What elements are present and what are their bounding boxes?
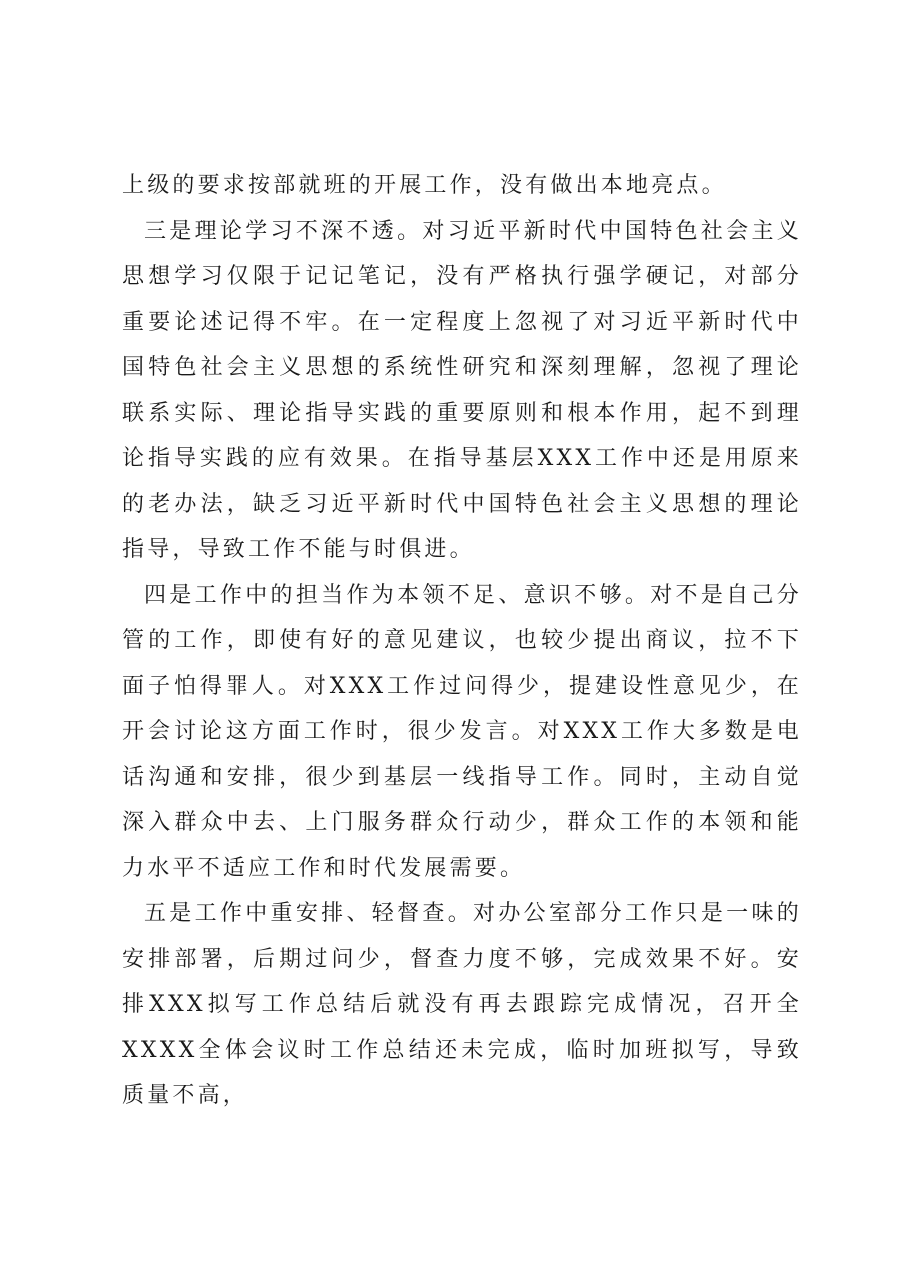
paragraph-point-four: 四是工作中的担当作为本领不足、意识不够。对不是自己分管的工作，即使有好的意见建议，也较少提出商议，拉不下面子怕得罪人。对XXX工作过问得少，提建设性意见少，在开会讨论这方面工作时，很少发言。对XXX工作大多数是电话沟通和安排，很少到基层一线指导工作。同时，主动自觉深入群众中去、上门服务群众行动少，群众工作的本领和能力水平不适应工作和时代发展需要。 [122,582,802,881]
paragraph-continuation: 上级的要求按部就班的开展工作，没有做出本地亮点。 [122,173,727,198]
document-body [122,163,802,1119]
paragraph-point-five: 五是工作中重安排、轻督查。对办公室部分工作只是一味的安排部署，后期过问少，督查力度不够，完成效果不好。安排XXX拟写工作总结后就没有再去跟踪完成情况，召开全XXXX全体会议时工作总结还未完成，临时加班拟写，导致质量不高， [122,901,802,1108]
paragraph-point-three: 三是理论学习不深不透。对习近平新时代中国特色社会主义思想学习仅限于记记笔记，没有严格执行强学硬记，对部分重要论述记得不牢。在一定程度上忽视了对习近平新时代中国特色社会主义思想的系统性研究和深刻理解，忽视了理论联系实际、理论指导实践的重要原则和根本作用，起不到理论指导实践的应有效果。在指导基层XXX工作中还是用原来的老办法，缺乏习近平新时代中国特色社会主义思想的理论指导，导致工作不能与时俱进。 [122,218,802,562]
